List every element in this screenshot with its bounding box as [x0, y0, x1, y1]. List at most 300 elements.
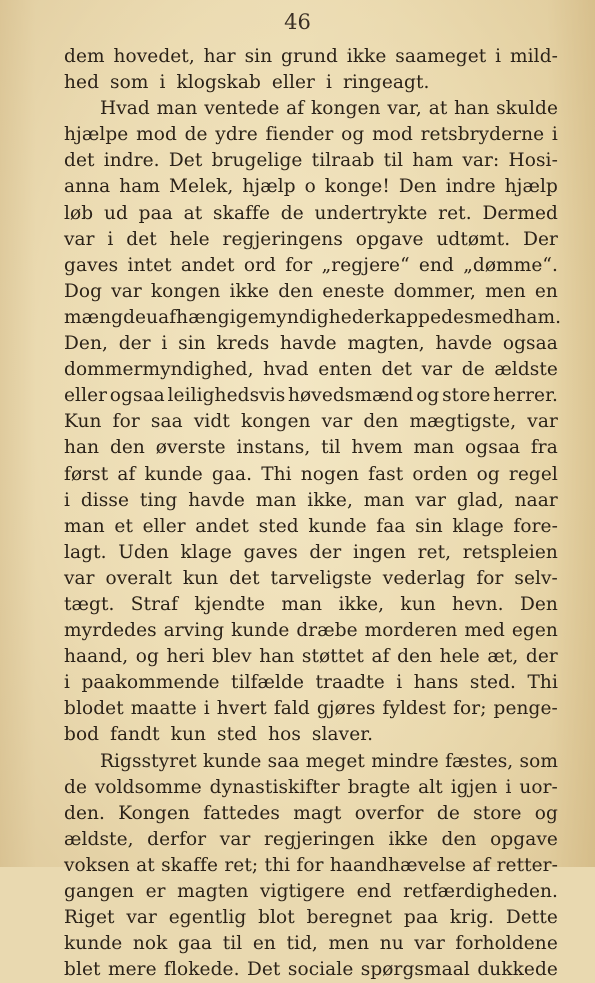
text-line: [64, 253, 558, 279]
word: i: [551, 124, 558, 146]
word: de: [280, 202, 304, 224]
word: øverste: [155, 437, 226, 459]
word: at: [428, 98, 448, 120]
text-line: hed som i klogskab eller i ringeagt.: [64, 72, 430, 94]
word: retter-: [496, 854, 558, 876]
word: det: [381, 359, 413, 381]
word: til: [383, 150, 404, 172]
page-number: 46: [284, 10, 311, 34]
text-line: [64, 44, 558, 70]
word: i: [396, 672, 403, 694]
word: kunde: [64, 933, 123, 955]
word: saa: [150, 411, 183, 433]
word: mindre: [371, 750, 439, 772]
word: det: [229, 567, 260, 589]
word: det: [126, 228, 157, 250]
text-line: [64, 409, 558, 435]
word: vigtigere: [260, 881, 346, 902]
word: store: [442, 385, 491, 407]
word: fald: [273, 698, 310, 720]
word: var: [126, 907, 157, 929]
text-line: [64, 540, 558, 566]
word: han: [259, 646, 295, 668]
word: fast: [368, 463, 404, 485]
word: intet: [127, 254, 172, 276]
word: havde: [280, 333, 337, 355]
word: vidt: [193, 411, 230, 433]
word: kun: [400, 593, 436, 615]
word: skaffe: [213, 202, 271, 224]
word: og: [135, 646, 159, 668]
word: de: [461, 359, 485, 381]
word: glad,: [456, 489, 504, 511]
word: leilighedsvis: [167, 385, 286, 407]
word: den: [109, 437, 145, 459]
word: indre.: [103, 150, 160, 172]
word: skulde: [496, 98, 558, 120]
word: dræbe: [296, 620, 358, 642]
text-line: [64, 749, 558, 775]
word: ret.: [438, 202, 472, 224]
word: Uden: [118, 541, 169, 563]
word: magten,: [347, 333, 425, 355]
word: konge!: [324, 176, 390, 198]
word: var: [219, 828, 251, 850]
word: end: [418, 254, 454, 276]
word: instans,: [236, 437, 311, 459]
text-line: [64, 801, 558, 827]
word: ældste,: [64, 828, 134, 850]
word: hjælp: [242, 176, 296, 198]
word: ting: [139, 489, 178, 511]
word: gaves: [64, 254, 119, 276]
word: paa: [403, 907, 439, 929]
text-line: [64, 279, 558, 305]
word: hevn.: [452, 593, 504, 615]
word: Dette: [505, 907, 558, 929]
word: ord: [243, 254, 276, 276]
word: fore-: [513, 515, 558, 537]
word: først: [64, 463, 109, 485]
text-line: [64, 174, 558, 200]
word: i: [203, 698, 210, 720]
word: man: [64, 515, 105, 537]
word: Rigsstyret: [100, 750, 197, 772]
word: var: [414, 933, 445, 955]
word: Kongen: [118, 802, 190, 824]
word: var: [415, 489, 447, 511]
word: heri: [166, 646, 205, 668]
text-line: [64, 514, 558, 540]
word: der: [525, 646, 558, 668]
word: tarveligste: [270, 567, 372, 589]
word: „dømme“.: [463, 254, 558, 276]
word: af: [371, 646, 390, 668]
word: tilfælde: [231, 672, 305, 694]
word: en: [534, 280, 558, 302]
word: han: [454, 98, 490, 120]
text-line: [64, 201, 558, 227]
text-line: [64, 592, 558, 618]
word: grund: [281, 46, 338, 67]
word: herrer.: [493, 385, 558, 407]
word: opgave: [355, 228, 424, 250]
word: var: [527, 411, 558, 433]
word: af: [472, 854, 491, 876]
word: krig.: [449, 907, 495, 929]
word: dynastiskifter: [209, 776, 340, 798]
word: voksen: [64, 854, 130, 876]
word: de: [184, 124, 208, 146]
text-line: [64, 227, 558, 253]
word: opgave: [490, 828, 558, 850]
word: løb: [64, 202, 94, 224]
word: var: [64, 228, 95, 250]
word: var: [421, 359, 453, 381]
word: fæstes,: [445, 750, 514, 772]
word: blet: [64, 959, 101, 981]
word: høvedsmænd: [288, 385, 414, 407]
text-line: [64, 827, 558, 853]
text-line: [64, 566, 558, 592]
word: egen: [511, 620, 558, 642]
word: ikke: [346, 46, 387, 67]
word: hjælpe: [64, 124, 129, 146]
word: men: [328, 933, 370, 955]
word: overalt: [105, 567, 172, 589]
word: mere: [107, 959, 157, 981]
word: den: [278, 280, 314, 302]
word: gaa: [177, 933, 213, 955]
word: orden: [412, 463, 468, 485]
text-line: [64, 644, 558, 670]
word: uor-: [519, 776, 558, 798]
word: thi: [264, 854, 291, 876]
word: Dermed: [482, 202, 558, 224]
word: i: [161, 333, 168, 355]
word: Der: [523, 228, 558, 250]
word: dommermyndighed,: [64, 359, 254, 381]
word: man: [281, 593, 323, 615]
word: man: [413, 437, 455, 459]
word: nok: [132, 933, 168, 955]
word: Dog: [64, 280, 103, 302]
text-line: [64, 618, 558, 644]
word: gaves: [243, 541, 298, 563]
word: dukkede: [477, 959, 558, 981]
word: Straf: [130, 593, 179, 615]
word: ret;: [224, 854, 259, 876]
word: ventede: [204, 98, 280, 120]
word: han: [64, 437, 100, 459]
word: sted.: [469, 672, 517, 694]
word: man: [255, 489, 297, 511]
word: mild-: [510, 46, 558, 67]
word: som: [519, 750, 558, 772]
word: Hvad: [100, 98, 150, 120]
word: klage: [452, 515, 504, 537]
word: nu: [379, 933, 404, 955]
word: myndigheder: [258, 306, 384, 328]
word: eller: [142, 515, 186, 537]
word: der: [118, 333, 151, 355]
word: for: [296, 854, 324, 876]
word: Den: [519, 593, 558, 615]
word: kunde: [203, 750, 262, 772]
word: Det: [246, 959, 281, 981]
word: myrdedes: [64, 620, 157, 642]
word: kappedes: [383, 306, 474, 328]
word: man: [156, 98, 198, 120]
word: selv-: [514, 567, 558, 589]
word: og: [416, 385, 440, 407]
word: med: [473, 306, 515, 328]
word: den.: [64, 802, 105, 824]
word: overfor: [354, 802, 424, 824]
word: sted: [258, 515, 299, 537]
text-line: [64, 96, 558, 122]
word: den: [397, 646, 433, 668]
word: var: [64, 567, 95, 589]
word: ogsaa: [109, 385, 165, 407]
word: hovedet,: [113, 46, 195, 67]
word: ogsaa: [502, 333, 558, 355]
word: mod: [372, 124, 413, 146]
word: ham.: [514, 306, 562, 328]
word: Thi: [527, 672, 558, 694]
word: tilraab: [311, 150, 375, 172]
word: i: [495, 46, 502, 67]
word: af: [117, 463, 136, 485]
word: den: [363, 411, 399, 433]
word: egentlig: [168, 907, 247, 929]
word: Melek,: [168, 176, 234, 198]
word: kunde: [231, 620, 290, 642]
word: haand,: [64, 646, 129, 668]
word: gaa.: [211, 463, 253, 485]
word: kongen: [150, 280, 221, 302]
word: regjeringens: [222, 228, 343, 250]
word: store: [473, 802, 522, 824]
word: for;: [453, 698, 487, 720]
word: beregnet: [306, 907, 393, 929]
word: en: [252, 933, 276, 955]
word: blodet: [64, 698, 124, 720]
word: hele: [169, 228, 210, 250]
word: fyldest: [382, 698, 447, 720]
word: æt,: [487, 646, 519, 668]
word: eller: [64, 385, 108, 407]
word: fra: [530, 437, 558, 459]
word: Kun: [64, 411, 102, 433]
word: bragte: [347, 776, 411, 798]
text-line: [64, 853, 558, 879]
word: ikke: [388, 828, 428, 850]
word: hvem: [351, 437, 403, 459]
word: arving: [163, 620, 225, 642]
word: de: [64, 776, 87, 798]
word: ikke,: [338, 593, 385, 615]
body-text: [64, 44, 562, 983]
word: forholdene: [455, 933, 558, 955]
word: andet: [195, 515, 249, 537]
word: hans: [413, 672, 459, 694]
text-line: [64, 957, 558, 983]
word: tægt.: [64, 593, 115, 615]
word: sin: [178, 333, 206, 355]
word: derfor: [147, 828, 207, 850]
word: for: [476, 567, 504, 589]
word: hjælp: [504, 176, 558, 198]
word: for: [112, 411, 140, 433]
word: fattedes: [203, 802, 280, 824]
word: gjøres: [316, 698, 376, 720]
text-line: [64, 148, 558, 174]
word: at: [183, 202, 203, 224]
word: at: [136, 854, 155, 876]
word: sociale: [287, 959, 354, 981]
word: retsbryderne: [420, 124, 545, 146]
word: uafhængige: [146, 306, 259, 328]
text-line: [64, 670, 558, 696]
word: vederlag: [382, 567, 466, 589]
word: de: [436, 802, 460, 824]
word: sin: [415, 515, 443, 537]
text-line: [64, 879, 558, 905]
word: disse: [80, 489, 130, 511]
word: maatte: [130, 698, 197, 720]
word: regjeringen: [263, 828, 375, 850]
word: ogsaa: [465, 437, 521, 459]
word: men: [485, 280, 526, 302]
word: Thi: [261, 463, 292, 485]
word: for: [285, 254, 313, 276]
word: haandhævelse: [329, 854, 466, 876]
word: mægtigste,: [409, 411, 517, 433]
word: kongen: [311, 98, 381, 120]
word: hele: [439, 646, 480, 668]
word: skaffe: [161, 854, 219, 876]
word: Det: [168, 150, 203, 172]
word: indre: [445, 176, 496, 198]
word: faa: [376, 515, 406, 537]
word: til: [222, 933, 243, 955]
word: andet: [180, 254, 235, 276]
text-line: [64, 357, 558, 383]
word: kunde: [144, 463, 203, 485]
text-line: bod fandt kun sted hos slaver.: [64, 724, 374, 746]
word: paakommende: [81, 672, 220, 694]
text-line: [64, 331, 558, 357]
word: blev: [212, 646, 252, 668]
word: har: [203, 46, 236, 67]
text-line: [64, 462, 558, 488]
word: mod: [136, 124, 177, 146]
word: fiender: [265, 124, 334, 146]
word: og: [341, 124, 365, 146]
word: havde: [435, 333, 493, 355]
word: den: [441, 828, 477, 850]
word: ydre: [215, 124, 258, 146]
word: til: [321, 437, 341, 459]
word: voldsomme: [94, 776, 202, 798]
word: ham: [412, 150, 454, 172]
word: kun: [182, 567, 219, 589]
word: man: [363, 489, 405, 511]
word: støttet: [301, 646, 364, 668]
word: kreds: [216, 333, 270, 355]
word: „regjere“: [321, 254, 410, 276]
word: Den: [398, 176, 437, 198]
text-line: [64, 435, 558, 461]
word: lagt.: [64, 541, 107, 563]
word: var: [111, 280, 142, 302]
word: saa: [267, 750, 300, 772]
word: ham: [119, 176, 161, 198]
word: var:: [462, 150, 500, 172]
word: retfærdigheden.: [403, 881, 558, 902]
word: meget: [305, 750, 365, 772]
word: undertrykte: [314, 202, 428, 224]
word: i: [505, 776, 512, 798]
word: ikke,: [307, 489, 353, 511]
word: ingen: [352, 541, 406, 563]
word: anna: [64, 176, 111, 198]
word: Den,: [64, 333, 108, 355]
word: traadte: [315, 672, 385, 694]
word: eneste: [322, 280, 385, 302]
word: morderen: [364, 620, 458, 642]
text-line: [64, 775, 558, 801]
word: var: [321, 411, 353, 433]
text-line: [64, 931, 558, 957]
word: af: [286, 98, 305, 120]
word: magten: [177, 881, 249, 902]
word: gangen: [64, 881, 135, 902]
word: igjen: [450, 776, 498, 798]
word: retspleien: [462, 541, 558, 563]
word: hvad: [263, 359, 309, 381]
word: hvert: [216, 698, 267, 720]
word: enten: [318, 359, 372, 381]
text-line: [64, 383, 558, 409]
word: ud: [103, 202, 128, 224]
word: et: [114, 515, 133, 537]
word: dem: [64, 46, 105, 67]
word: der: [309, 541, 342, 563]
word: dommer,: [393, 280, 477, 302]
word: ikke: [229, 280, 270, 302]
word: blot: [258, 907, 295, 929]
word: kjendte: [194, 593, 266, 615]
word: var,: [387, 98, 422, 120]
word: penge-: [493, 698, 558, 720]
word: og: [476, 463, 500, 485]
word: i: [64, 489, 71, 511]
word: saameget: [395, 46, 487, 67]
word: det: [64, 150, 95, 172]
word: magt: [293, 802, 342, 824]
word: havde: [188, 489, 245, 511]
word: kunde: [308, 515, 367, 537]
word: nogen: [300, 463, 360, 485]
word: med: [464, 620, 505, 642]
text-line: [64, 122, 558, 148]
word: regel: [508, 463, 558, 485]
word: ældste: [494, 359, 558, 381]
word: og: [534, 802, 558, 824]
text-line: [64, 488, 558, 514]
